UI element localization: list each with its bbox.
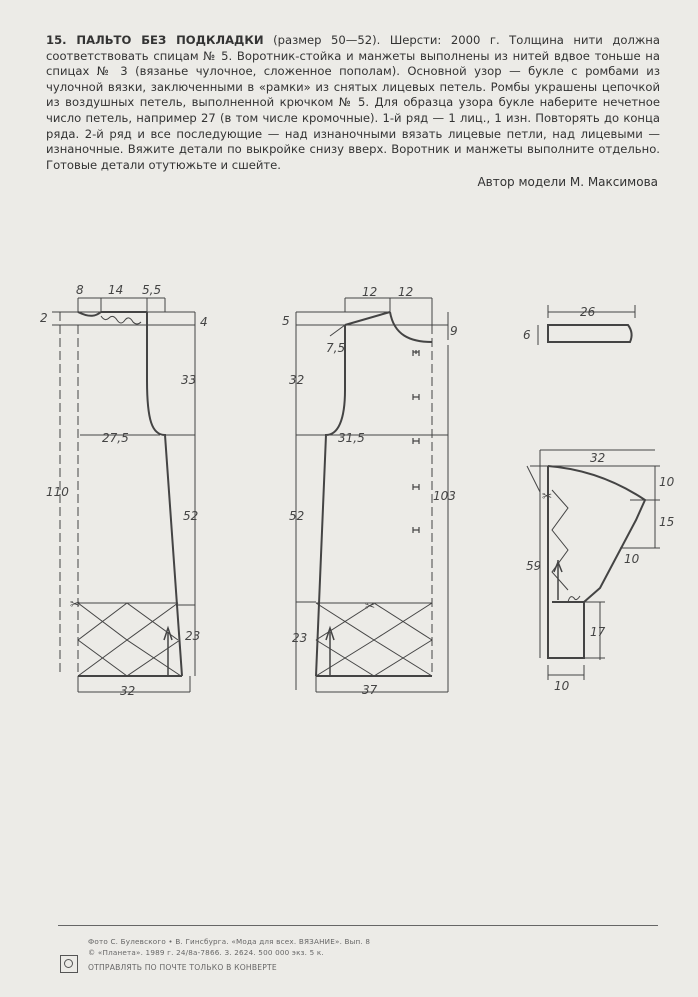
- back-left-mark-1: 2: [40, 311, 48, 325]
- pattern-sleeve: [526, 450, 675, 693]
- front-left-mark-1: 5: [282, 314, 290, 328]
- back-bottom-width: 32: [120, 684, 136, 698]
- sleeve-scissors-icon: ✂: [542, 489, 553, 503]
- author-line: Автор модели М. Максимова: [477, 175, 658, 189]
- front-left-mark-2: 7,5: [326, 341, 346, 355]
- collar-height: 6: [523, 328, 531, 342]
- back-right-mark-2: 33: [181, 373, 197, 387]
- front-left-mark-3: 32: [289, 373, 305, 387]
- footer-mail-note: ОТПРАВЛЯТЬ ПО ПОЧТЕ ТОЛЬКО В КОНВЕРТЕ: [88, 963, 277, 972]
- front-bottom-width: 37: [362, 683, 378, 697]
- front-top-width-2: 12: [398, 285, 414, 299]
- publisher-logo-icon: [60, 955, 78, 973]
- sleeve-left-mark: 59: [526, 559, 542, 573]
- pattern-back: [40, 283, 208, 698]
- sleeve-cuff-mark: 17: [590, 625, 606, 639]
- pattern-front: [282, 285, 458, 697]
- sleeve-right-mark-1: 10: [659, 475, 675, 489]
- back-left-mark-2: 110: [46, 485, 69, 499]
- pattern-collar: [523, 305, 635, 345]
- description-title: 15. ПАЛЬТО БЕЗ ПОДКЛАДКИ: [46, 33, 264, 47]
- collar-width: 26: [580, 305, 596, 319]
- back-right-mark-3: 52: [183, 509, 199, 523]
- front-left-mark-4: 52: [289, 509, 305, 523]
- sleeve-top-width: 32: [590, 451, 606, 465]
- front-scissors-icon: ✂: [365, 599, 376, 613]
- back-chest-width: 27,5: [102, 431, 129, 445]
- front-right-mark-2: 103: [433, 489, 456, 503]
- front-chest-width: 31,5: [338, 431, 365, 445]
- back-top-width-1: 8: [76, 283, 84, 297]
- back-scissors-icon: ✂: [70, 597, 81, 611]
- sleeve-right-mark-2: 15: [659, 515, 675, 529]
- front-top-width-1: 12: [362, 285, 378, 299]
- footer-credits: Фото С. Булевского • В. Гинсбурга. «Мода для всех. ВЯЗАНИЕ». Вып. 8: [88, 937, 371, 946]
- back-right-mark-1: 4: [200, 315, 208, 329]
- back-right-mark-4: 23: [185, 629, 201, 643]
- front-left-mark-5: 23: [292, 631, 308, 645]
- description-body: (размер 50—52). Шерсти: 2000 г. Толщина нити должна соответствовать спицам № 5. Воротник-стойка и манжеты выполнены из нитей вдвое тоньше на спицах № 3 (вязанье чулочное, сложенное пополам). Основной узор — букле с ромбами из чулочной вязки, заключенными в «рамки» из снятых лицевых петель. Ромбы украшены цепочкой из воздушных петель, выполненной крючком № 5. Для образца узора букле наберите нечетное число петель, например 27 (в том числе кромочные). 1-й ряд — 1 лиц., 1 изн. Повторять до конца ряда. 2-й ряд и все последующие — над изнаночными вязать лицевые петли, над лицевыми — изнаночные. Вяжите детали по выкройке снизу вверх. Воротник и манжеты выполните отдельно. Готовые детали отутюжьте и сшейте.: [46, 33, 660, 172]
- back-top-width-3: 5,5: [142, 283, 162, 297]
- sleeve-bottom-width: 10: [554, 679, 570, 693]
- buttonhole-marks: [413, 350, 419, 533]
- back-top-width-2: 14: [108, 283, 124, 297]
- footer-publisher: © «Планета». 1989 г. 24/8а-7866. З. 2624. 500 000 экз. 5 к.: [88, 948, 324, 957]
- front-right-mark-1: 9: [450, 324, 458, 338]
- sleeve-right-mark-3: 10: [624, 552, 640, 566]
- footer-rule: [58, 925, 658, 926]
